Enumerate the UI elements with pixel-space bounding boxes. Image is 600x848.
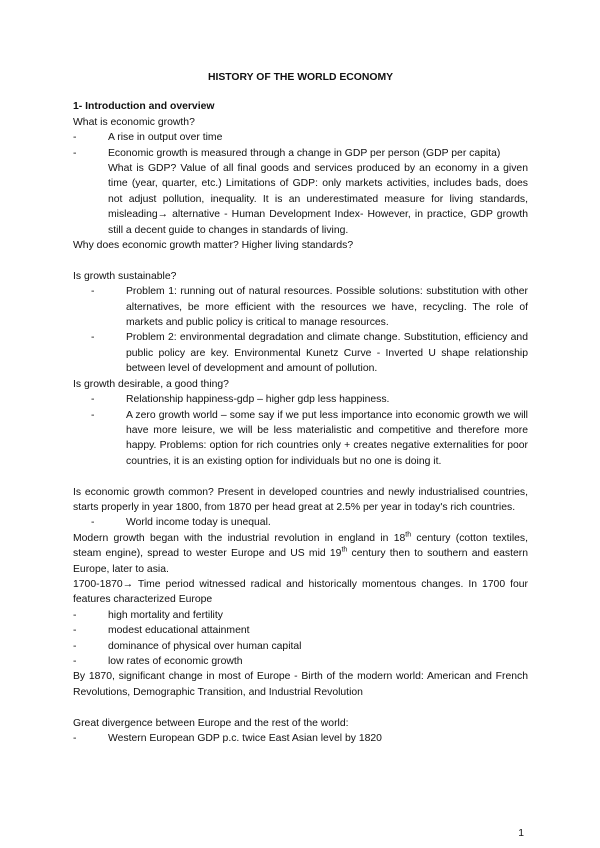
divergence-paragraph: Great divergence between Europe and the rest of the world: <box>73 717 349 729</box>
divergence-list <box>73 731 528 746</box>
modern-growth-text-a: Modern growth began with the industrial revolution in england in 18 <box>73 532 406 544</box>
list-item: - World income today is unequal. <box>126 515 528 530</box>
by-1870-paragraph: By 1870, significant change in most of Europe - Birth of the modern world: American and French Revolutions, Demographic Transition, and Industrial Revolution <box>73 671 528 698</box>
list-item: - low rates of economic growth <box>108 654 528 669</box>
question-desirable: Is growth desirable, a good thing? <box>73 378 229 390</box>
document-page <box>73 70 528 746</box>
growth-common-paragraph: Is economic growth common? Present in developed countries and newly industrialised countries, starts properly in year 1800, from 1870 per head great at 2.5% per year in today's rich countries. <box>73 486 528 513</box>
sustainable-list <box>73 284 528 376</box>
list-item: - Problem 2: environmental degradation and climate change. Substitution, efficiency and public policy are key. Environmental Kunetz Curve - Inverted U shape relationship between level of development and amount of pollution. <box>126 330 528 376</box>
ordinal-suffix: th <box>341 546 348 554</box>
list-item: - high mortality and fertility <box>108 608 528 623</box>
list-item: - A zero growth world – some say if we put less importance into economic growth we will have more leisure, we will be less materialistic and competitive and therefore more happy. Problems: option for rich countries only + creates negative externalities for poor countries, it is an existing option for individuals but no one is doing it. <box>126 408 528 470</box>
ordinal-suffix: th <box>405 531 412 539</box>
desirable-list <box>73 392 528 469</box>
list-item: - Problem 1: running out of natural resources. Possible solutions: substitution with other alternatives, be more efficient with the resources we have, recycling. The role of markets and public policy is critical to manage resources. <box>126 284 528 330</box>
page-number: 1 <box>518 828 524 839</box>
gdp-definition: What is GDP? Value of all final goods and services produced by an economy in a given time (year, quarter, etc.) Limitations of GDP: only markets activities, includes bads, does not adjust pollution, inequality. It is an underestimated measure for living standards, misleading→ alternative - Human Development Index- However, in practice, GDP growth still a decent guide to changes in standards of living. <box>108 163 528 236</box>
why-growth-matters: Why does economic growth matter? Higher living standards? <box>73 240 354 252</box>
list-item: - Economic growth is measured through a change in GDP per person (GDP per capita) <box>108 146 528 161</box>
list-item: - modest educational attainment <box>108 623 528 638</box>
modern-growth-text-b: century (cotton textiles, steam engine), spread to wester Europe and US mid 19 <box>73 532 528 560</box>
question-what-is-growth: What is economic growth? <box>73 116 195 128</box>
question-sustainable: Is growth sustainable? <box>73 270 177 282</box>
list-item: - Western European GDP p.c. twice East Asian level by 1820 <box>108 731 528 746</box>
modern-growth-paragraph <box>73 531 528 577</box>
modern-growth-text-c: century then to southern and eastern Europe, later to asia. <box>73 548 528 575</box>
list-item: - A rise in output over time <box>108 130 528 145</box>
document-title: HISTORY OF THE WORLD ECONOMY <box>207 72 394 83</box>
growth-list <box>73 130 528 161</box>
common-list <box>73 515 528 530</box>
list-item: - dominance of physical over human capital <box>108 639 528 654</box>
period-paragraph: 1700-1870→ Time period witnessed radical and historically momentous changes. In 1700 four features characterized Europe <box>73 578 528 606</box>
features-list <box>73 608 528 670</box>
list-item: - Relationship happiness-gdp – higher gdp less happiness. <box>126 392 528 407</box>
section-heading: 1- Introduction and overview <box>73 101 215 113</box>
